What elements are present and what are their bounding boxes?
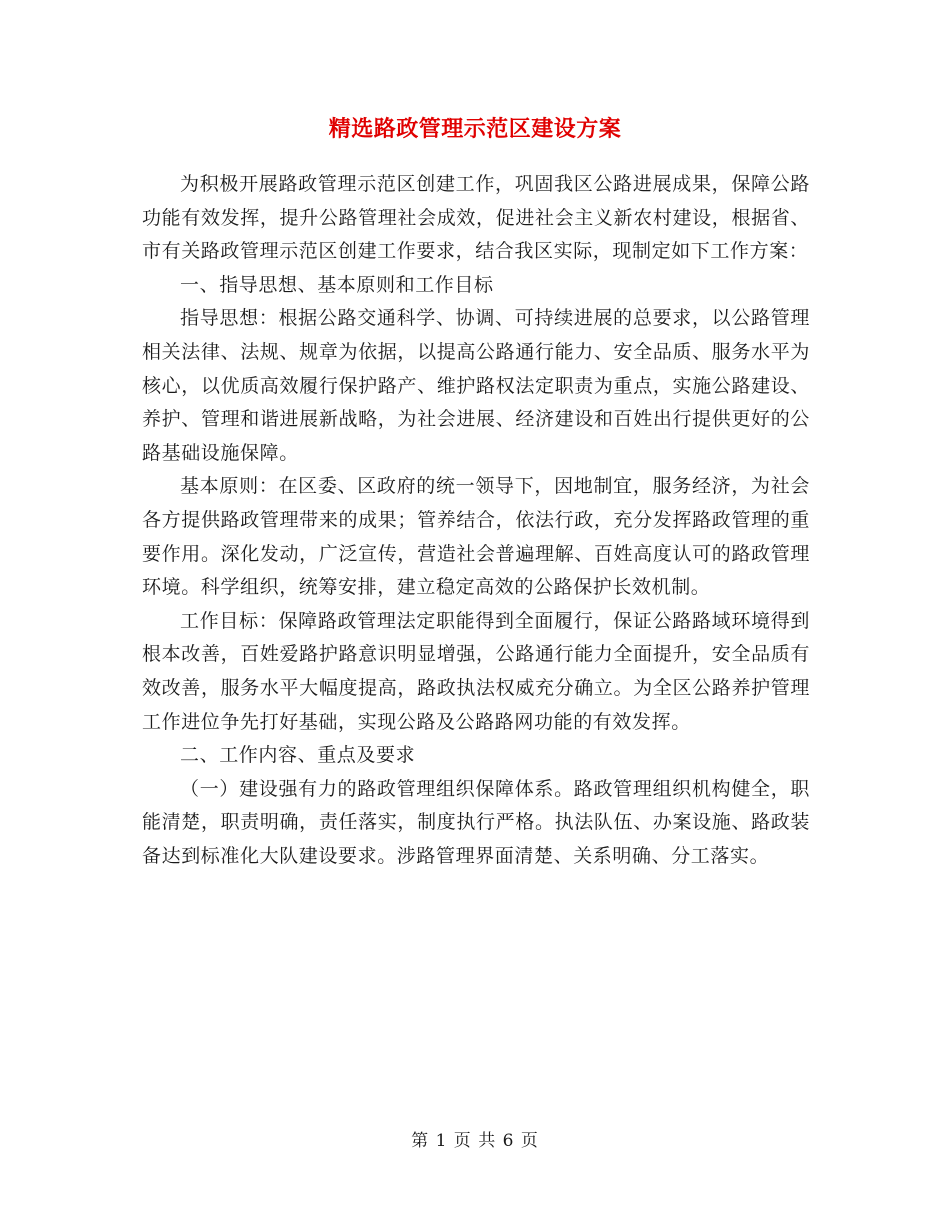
paragraph-basic-principles: 基本原则：在区委、区政府的统一领导下，因地制宜，服务经济，为社会各方提供路政管理带来的成果；管养结合，依法行政，充分发挥路政管理的重要作用。深化发动，广泛宣传，营造社会普遍理解、百姓高度认可的路政管理环境。科学组织，统筹安排，建立稳定高效的公路保护长效机制。 — [142, 475, 810, 599]
paragraph-item-1: （一）建设强有力的路政管理组织保障体系。路政管理组织机构健全，职能清楚，职责明确，责任落实，制度执行严格。执法队伍、办案设施、路政装备达到标准化大队建设要求。涉路管理界面清楚、关系明确、分工落实。 — [142, 777, 810, 867]
paragraph-work-goals: 工作目标：保障路政管理法定职能得到全面履行，保证公路路域环境得到根本改善，百姓爱路护路意识明显增强，公路通行能力全面提升，安全品质有效改善，服务水平大幅度提高，路政执法权威充分确立。为全区公路养护管理工作进位争先打好基础，实现公路及公路路网功能的有效发挥。 — [142, 609, 810, 733]
paragraph-intro: 为积极开展路政管理示范区创建工作，巩固我区公路进展成果，保障公路功能有效发挥，提升公路管理社会成效，促进社会主义新农村建设，根据省、市有关路政管理示范区创建工作要求，结合我区实际，现制定如下工作方案： — [142, 173, 810, 263]
section-heading-2: 二、工作内容、重点及要求 — [180, 744, 416, 767]
document-body — [142, 168, 810, 873]
section-heading-1: 一、指导思想、基本原则和工作目标 — [180, 273, 494, 296]
paragraph-guiding-ideology: 指导思想：根据公路交通科学、协调、可持续进展的总要求，以公路管理相关法律、法规、规章为依据，以提高公路通行能力、安全品质、服务水平为核心，以优质高效履行保护路产、维护路权法定职责为重点，实施公路建设、养护、管理和谐进展新战略，为社会进展、经济建设和百姓出行提供更好的公路基础设施保障。 — [142, 307, 810, 464]
page-footer: 第 1 页 共 6 页 — [411, 1131, 539, 1151]
document-title: 精选路政管理示范区建设方案 — [328, 116, 622, 142]
